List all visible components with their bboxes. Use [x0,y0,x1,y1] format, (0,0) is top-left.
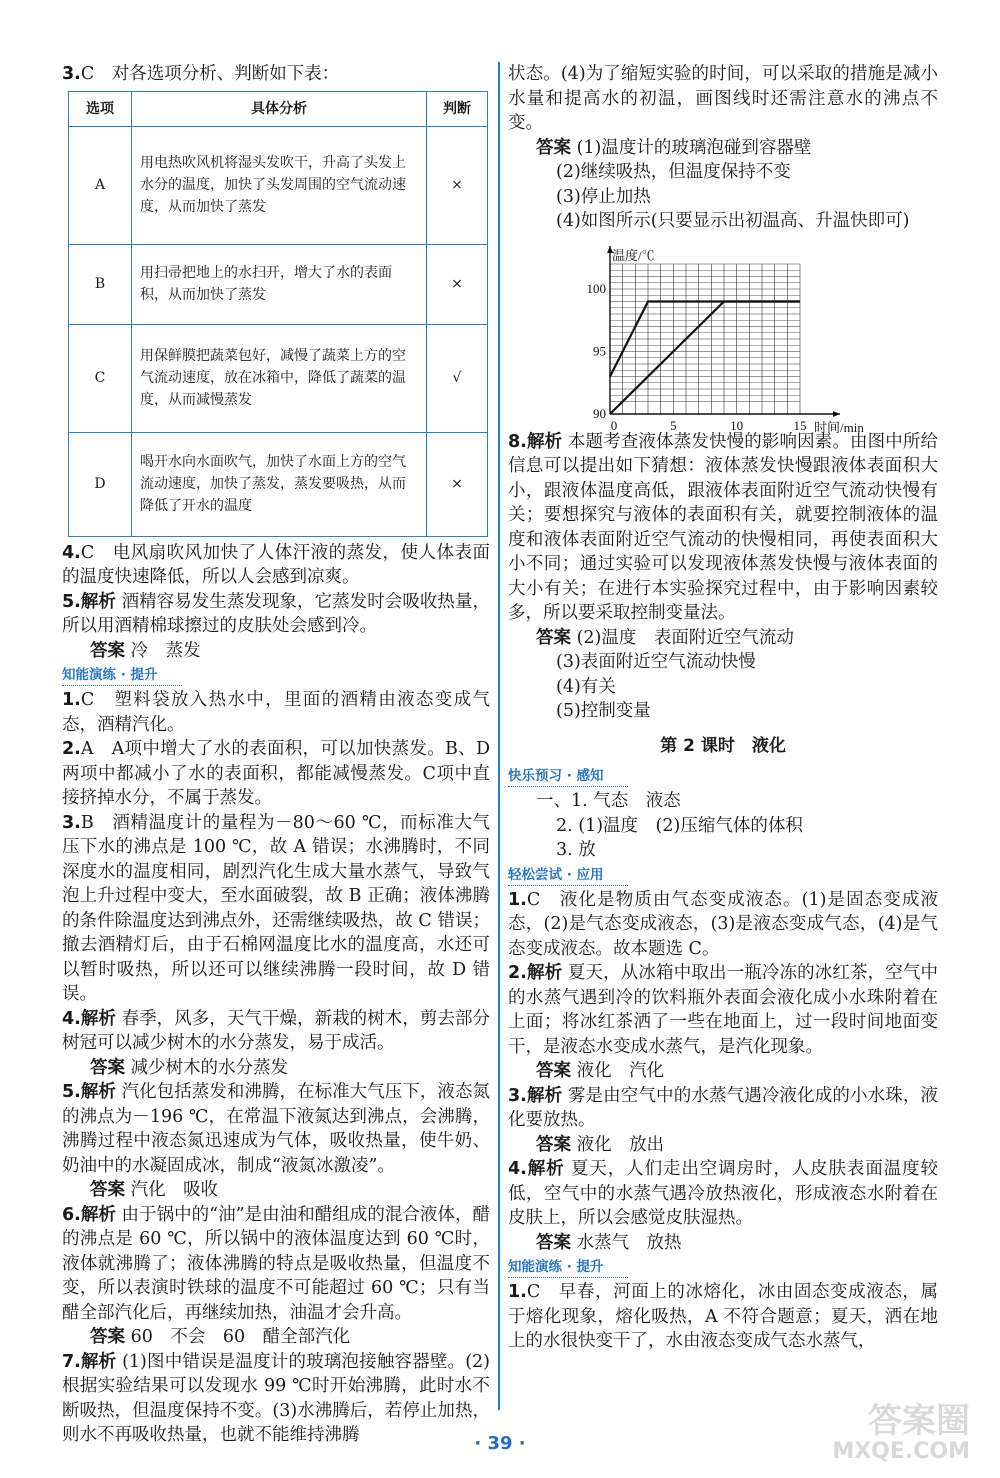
answer-label: 答案 [536,137,571,158]
s7-answer-line: (4)如图所示(只要显示出初温高、升温快即可) [556,211,910,231]
q4-item [62,541,490,590]
s4-answer [62,1056,490,1081]
analysis-label: 解析 [526,1159,565,1179]
q5-item [62,590,490,639]
analysis-label: 解析 [80,1351,117,1372]
y-tick-label: 95 [593,343,606,358]
table-header: 选项 [69,91,132,126]
answer-label: 答案 [90,640,125,661]
table-cell-judge: √ [427,324,488,432]
table-cell-judge: × [427,432,488,536]
watermark-text: 答案圈 [868,1401,970,1441]
item-text: 雾是由空气中的水蒸气遇冷液化成的小水珠，液化要放热。 [508,1085,939,1130]
analysis-label: 解析 [80,1082,116,1102]
item-text: A A项中增大了水的表面积，可以加快蒸发。B、D两项中都减小了水的表面积，都能减慢蒸发。C项中直接挤掉水分，不属于蒸发。 [62,739,490,808]
y-tick-label: 100 [586,280,606,296]
y-tick-label: 90 [593,405,606,421]
watermark-logo [832,1403,970,1464]
item-text: 夏天，人们走出空调房时，人皮肤表面温度较低，空气中的水蒸气遇冷放热液化，形成液态水附着在皮肤上，所以会感觉皮肤湿热。 [508,1159,939,1228]
item-text: C 液化是物质由气态变成液态。(1)是固态变成液态，(2)是气态变成液态，(3)是液态变成气态，(4)是气态变成液态。故本题选 C。 [508,889,938,959]
analysis-table [68,91,488,537]
item-text: 夏天，从冰箱中取出一瓶冷冻的冰红茶，空气中的水蒸气遇到冷的饮料瓶外表面会液化成小水珠附着在上面；将冰红茶洒了一些在地面上，过一段时间地面变干，是液态水变成水蒸气，是汽化现象。 [508,963,939,1057]
x-axis-arrow [833,411,840,417]
x-tick-label: 10 [730,417,744,433]
t1-item [508,888,938,962]
u1-item [508,1280,938,1354]
x-axis-label: 时间/min [814,419,864,435]
table-header-row [69,91,488,126]
left-column [62,62,490,1448]
answer-label: 答案 [90,1327,125,1347]
answer-label: 答案 [90,1057,125,1078]
item-number: 3. [508,1085,527,1106]
s6-answer [62,1325,490,1350]
s8-answer-line: (3)表面附近空气流动快慢 [556,652,756,672]
s7-answer-line: (2)继续吸热，但温度保持不变 [556,162,791,182]
t3-answer [508,1133,938,1158]
answer-text: (1)温度计的玻璃泡碰到容器壁 [571,137,812,158]
item-number: 1. [508,1282,527,1302]
table-cell-option: B [69,244,132,324]
answer-label: 答案 [90,1180,125,1200]
lesson-title: 第 2 课时 液化 [660,735,786,756]
answer-label: 答案 [536,1061,571,1081]
item-text: 由于锅中的“油”是由油和醋组成的混合液体，醋的沸点是 60 ℃，所以锅中的液体温度达到 60 ℃时，液体就沸腾了；液体沸腾的特点是吸收热量，但温度不变，所以表演时铁球的温度不可能超过 60 ℃；只有当醋全部汽化后，再继续加热，油温才会升高。 [62,1204,490,1323]
analysis-label: 解析 [80,591,116,612]
y-axis-label: 温度/℃ [612,247,655,263]
table-cell-option: C [69,324,132,432]
item-number: 2. [62,739,81,759]
s5-item [62,1080,490,1178]
analysis-label: 解析 [80,1204,116,1225]
answer-text: 60 不会 60 醋全部汽化 [125,1327,351,1347]
item-text: 春季，风多，天气干燥，新栽的树木，剪去部分树冠可以减少树木的水分蒸发，易于成活。 [62,1008,491,1053]
s2-item [62,737,490,811]
analysis-label: 解析 [526,431,563,452]
item-number: 6. [62,1204,81,1225]
q5-answer [62,639,490,664]
item-number: 7. [62,1351,81,1372]
section-heading: 知能演练 · 提升 [508,1257,628,1278]
x-tick-label: 5 [670,417,677,433]
t2-answer [508,1059,938,1084]
section-heading: 知能演练 · 提升 [62,665,182,686]
item-text: C 电风扇吹风加快了人体汗液的蒸发，使人体表面的温度快速降低，所以人会感到凉爽。 [62,542,490,587]
table-cell-analysis: 喝开水向水面吹气，加快了水面上方的空气流动速度，加快了蒸发，蒸发要吸热，从而降低了开水的温度 [132,432,427,536]
item-number: 2. [508,963,527,983]
item-text: C 塑料袋放入热水中，里面的酒精由液态变成气态，酒精汽化。 [62,690,490,735]
right-column [508,62,938,1354]
item-text: C 对各选项分析、判断如下表： [80,64,340,84]
preview-line: 3. 放 [556,840,596,860]
table-row [69,432,488,536]
item-number: 1. [62,690,81,710]
table-header: 判断 [427,91,488,126]
x-tick-label: 0 [610,417,618,433]
item-number: 1. [508,889,527,910]
item-number: 5. [62,591,81,612]
section-heading: 快乐预习 · 感知 [508,766,628,787]
answer-text: 减少树木的水分蒸发 [125,1057,289,1078]
table-cell-option: D [69,432,132,536]
answer-text: 液化 汽化 [571,1061,665,1081]
item-number: 4. [62,542,81,563]
section-heading: 轻松尝试 · 应用 [508,865,628,886]
item-number: 3. [62,64,81,84]
answer-label: 答案 [536,627,571,648]
s1-item [62,688,490,737]
answer-text: (2)温度 表面附近空气流动 [571,627,794,648]
table-cell-option: A [69,126,132,244]
s8-item [508,430,938,626]
t2-item [508,961,938,1059]
table-cell-judge: × [427,126,488,244]
t3-item [508,1084,938,1133]
temperature-time-chart [568,242,878,435]
s8-answer-line: (4)有关 [556,676,616,697]
x-tick-label: 15 [793,417,807,433]
preview-line: 一、1. 气态 液态 [536,791,681,811]
item-text: B 酒精温度计的量程为－80～60 ℃，而标准大气压下水的沸点是 100 ℃，故 A 错误；水沸腾时，不同深度水的温度相同，剧烈汽化生成大量水蒸气，导致气泡上升过程中变大，至水面破裂，故 B 正确；液体沸腾的条件除温度达到沸点外，还需继续吸热，故 C 错误；撤去酒精灯后，由于石棉网温度比水的温度高，水还可以暂时吸热，所以还可以继续沸腾一段时间，故 D 错误。 [62,812,490,1004]
s3-item [62,811,490,1007]
answer-text: 水蒸气 放热 [571,1232,682,1253]
s7-continuation: 状态。(4)为了缩短实验的时间，可以采取的措施是减小水量和提高水的初温，画图线时还需注意水的沸点不变。 [508,64,938,133]
s7-answer [508,136,938,161]
table-cell-analysis: 用扫帚把地上的水扫开，增大了水的表面积，从而加快了蒸发 [132,244,427,324]
item-text: 汽化包括蒸发和沸腾，在标准大气压下，液态氮的沸点为－196 ℃，在常温下液氮达到沸点，会沸腾，沸腾过程中液态氮迅速成为气体，吸收热量，使牛奶、奶油中的水凝固成冰，制成“液氮冰激凌”。 [62,1082,491,1176]
answer-label: 答案 [536,1134,571,1155]
s4-item [62,1007,490,1056]
item-number: 4. [508,1159,527,1179]
s6-item [62,1203,490,1326]
item-number: 3. [62,812,81,833]
t4-item [508,1157,938,1231]
analysis-label: 解析 [526,963,563,983]
item-text: 本题考查液体蒸发快慢的影响因素。由图中所给信息可以提出如下猜想：液体蒸发快慢跟液体表面积大小，跟液体温度高低，跟液体表面附近空气流动快慢有关；要想探究与液体的表面积有关，就要控制液体的温度和液体表面附近空气流动的快慢相同，再使表面积大小不同；通过实验可以发现液体蒸发快慢与液体表面的大小有关；在进行本实验探究过程中，由于影响因素较多，所以要采取控制变量法。 [508,431,939,623]
answer-label: 答案 [536,1232,571,1253]
analysis-label: 解析 [80,1008,116,1029]
table-header: 具体分析 [132,91,427,126]
answer-text: 汽化 吸收 [125,1180,219,1200]
table-row [69,126,488,244]
table-cell-analysis: 用保鲜膜把蔬菜包好，减慢了蔬菜上方的空气流动速度，放在冰箱中，降低了蔬菜的温度，从而减慢蒸发 [132,324,427,432]
item-number: 4. [62,1008,81,1029]
t4-answer [508,1231,938,1256]
item-text: C 早春，河面上的冰熔化，冰由固态变成液态，属于熔化现象，熔化吸热，A 不符合题意；夏天，洒在地上的水很快变干了，水由液态变成气态水蒸气， [508,1282,938,1351]
table-cell-judge: × [427,244,488,324]
s8-answer [508,626,938,651]
page-number: · 39 · [474,1433,526,1454]
answer-text: 冷 蒸发 [125,640,201,661]
item-number: 8. [508,431,527,452]
s7-answer-line: (3)停止加热 [556,186,651,207]
item-text: 酒精容易发生蒸发现象，它蒸发时会吸收热量，所以用酒精棉球擦过的皮肤处会感到冷。 [62,591,491,636]
item-text: (1)图中错误是温度计的玻璃泡接触容器壁。(2)根据实验结果可以发现水 99 ℃时开始沸腾，此时水不断吸热，但温度保持不变。(3)水沸腾后，若停止加热，则水不再吸收热量，也就不能维持沸腾 [62,1351,491,1445]
column-divider [498,62,500,1410]
analysis-label: 解析 [526,1085,563,1106]
q3-item [62,62,490,87]
item-number: 5. [62,1082,81,1102]
table-cell-analysis: 用电热吹风机将湿头发吹干，升高了头发上水分的温度，加快了头发周围的空气流动速度，从而加快了蒸发 [132,126,427,244]
preview-line: 2. (1)温度 (2)压缩气体的体积 [556,815,803,836]
watermark-url: MXQE.COM [832,1439,970,1464]
s8-answer-line: (5)控制变量 [556,701,651,721]
s5-answer [62,1178,490,1203]
table-row [69,324,488,432]
answer-text: 液化 放出 [571,1134,665,1155]
table-row [69,244,488,324]
